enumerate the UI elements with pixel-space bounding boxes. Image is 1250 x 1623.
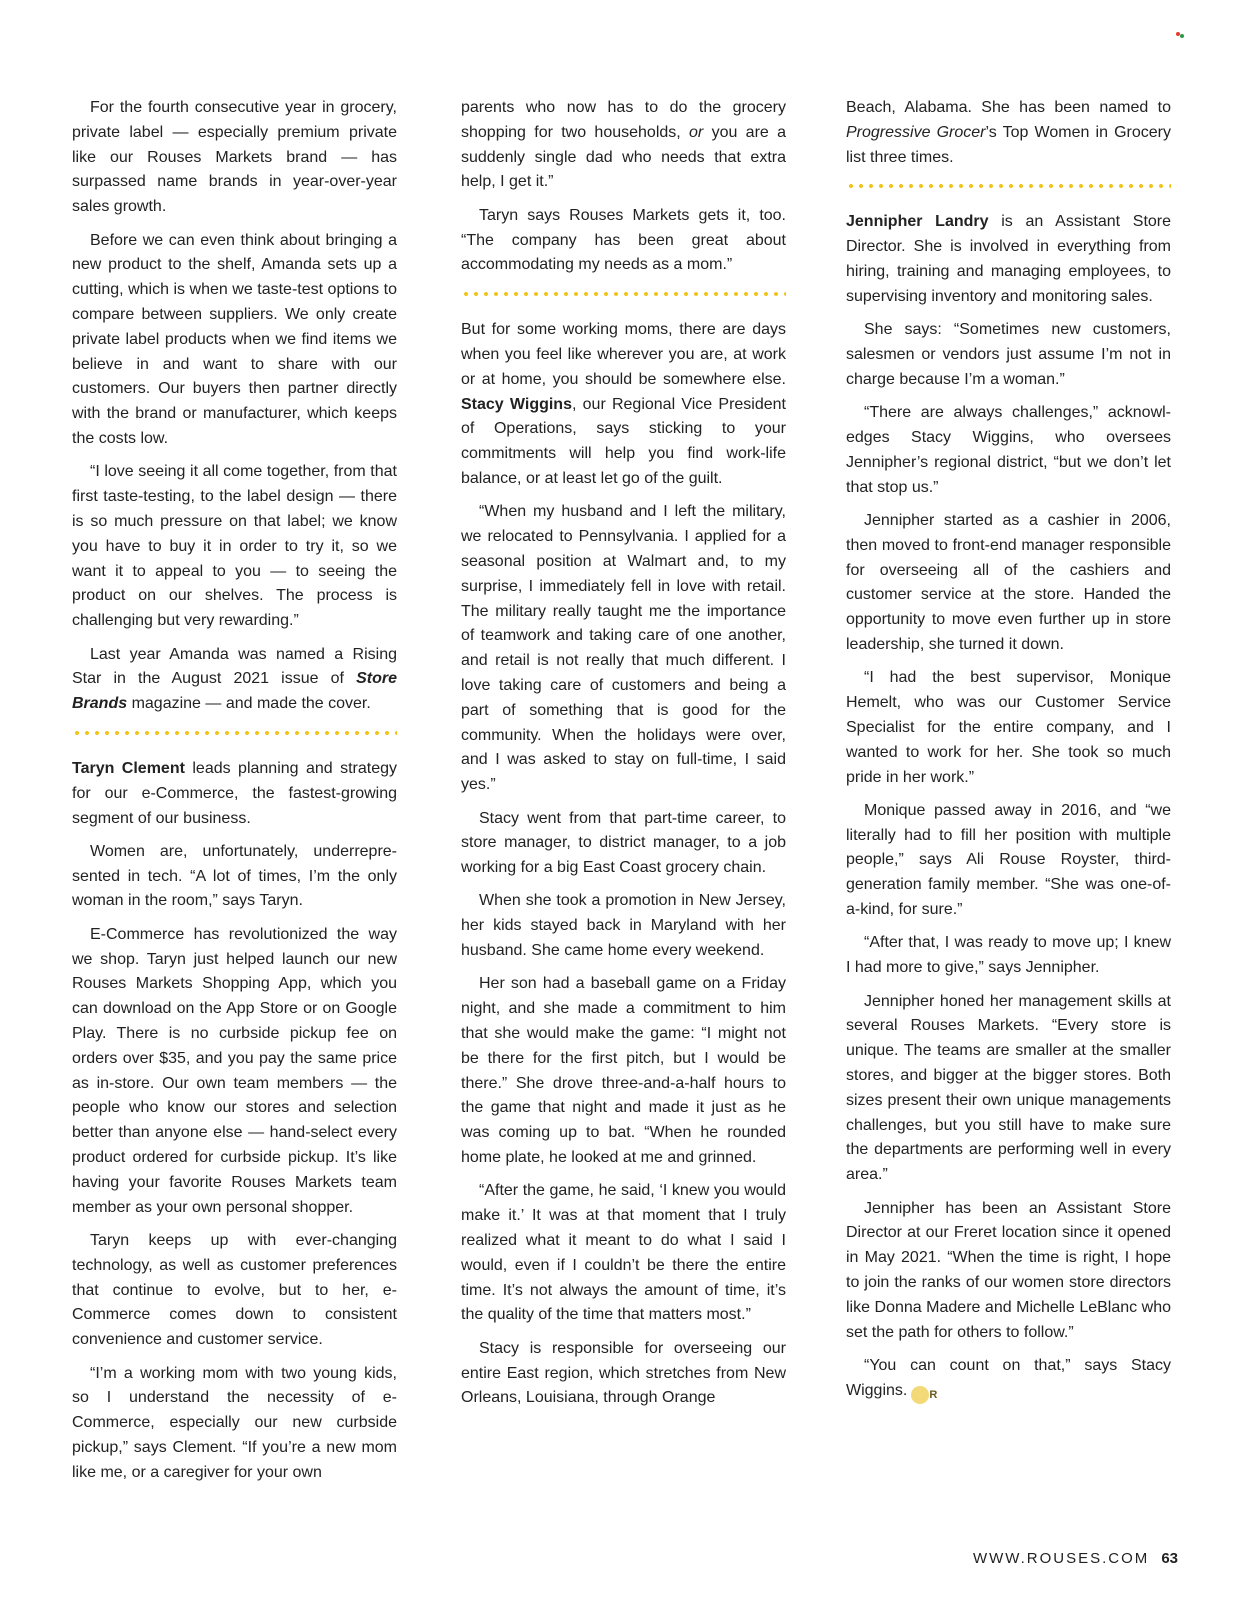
- dotted-divider: [461, 292, 786, 296]
- paragraph: [72, 757, 397, 831]
- paragraph: “When my husband and I left the military, we relocated to Pennsylvania. I applied for a seasonal position at Walmart and, to my surprise, I immediately fell in love with retail. The military really taught me the importance of teamwork and taking care of one another, and retail is not really that much different. I love taking care of customers and being a part of something that is good for the community. When the holidays were over, and I was asked to stay on full-time, I said yes.”: [461, 503, 786, 794]
- paragraph: Stacy is responsible for overseeing our entire East region, which stretches from New Orleans, Louisiana, through Orange: [461, 1339, 786, 1407]
- paragraph: Her son had a baseball game on a Friday night, and she made a commitment to him that she would make the game: “I might not be there for the first pitch, but I would be there.” She drove three-and-a-half hours to the game that night and made it just as he was coming up to bat. “When he rounded home plate, he looked at me and grinned.: [461, 975, 786, 1167]
- magazine-title: Store Brands: [72, 670, 397, 713]
- paragraph: [461, 318, 786, 492]
- publication-title: Progressive Grocer: [846, 123, 986, 141]
- paragraph: For the fourth consecutive year in grocery, private label — especially premium private like our Rouses Markets brand — has surpassed name brands in year-over-year sales growth.: [72, 99, 397, 216]
- paragraph: Stacy went from that part-time career, to store manager, to district manager, to a job working for a big East Coast grocery chain.: [461, 809, 786, 877]
- person-name: Stacy Wiggins: [461, 395, 572, 413]
- paragraph: She says: “Sometimes new customers, salesmen or vendors just assume I’m not in charge because I’m a woman.”: [846, 321, 1171, 388]
- paragraph: [846, 210, 1171, 309]
- paragraph: “After that, I was ready to move up; I knew I had more to give,” says Jennipher.: [846, 934, 1171, 977]
- article-column-1: [72, 96, 397, 1494]
- paragraph: Taryn says Rouses Markets gets it, too. “The company has been great about accommodating my needs as a mom.”: [461, 206, 786, 274]
- text: Beach, Alabama. She has been named to: [846, 99, 1171, 116]
- text: ’s Top Women in Grocery list three times.: [846, 123, 1171, 166]
- text: parents who now has to do the grocery shopping for two households,: [461, 99, 786, 141]
- text: you are a suddenly single dad who needs that extra help, I get it.”: [461, 123, 786, 191]
- article-column-2: [461, 96, 786, 1420]
- text: leads planning and strategy for our e-Commerce, the fastest-growing segment of our business.: [72, 759, 398, 827]
- paragraph: Women are, unfortunately, underrepresented in tech. “A lot of times, I’m the only woman in the room,” says Taryn.: [72, 842, 397, 910]
- dotted-divider: [846, 184, 1171, 188]
- paragraph: “I’m a working mom with two young kids, so I understand the necessity of e-Commerce, especially our new curbside pickup,” says Clement. “If you’re a new mom like me, or a caregiver for your own: [72, 1364, 397, 1481]
- website-url[interactable]: WWW.ROUSES.COM: [972, 1550, 1150, 1567]
- text-italic: or: [689, 123, 704, 141]
- paragraph: Monique passed away in 2016, and “we literally had to fill her position with multiple people,” says Ali Rouse Royster, third-generation family member. “She was one-of-a-kind, for sure.”: [846, 801, 1171, 919]
- person-name: Taryn Clement: [72, 759, 185, 777]
- text: “You can count on that,” says Stacy Wiggins.: [846, 1357, 1171, 1399]
- paragraph: When she took a promotion in New Jersey, her kids stayed back in Maryland with her husband. She came home every weekend.: [461, 892, 786, 960]
- paragraph: “There are always challenges,” acknowledges Stacy Wiggins, who oversees Jennipher’s regional district, “but we don’t let that stop us.”: [846, 404, 1171, 496]
- paragraph: “After the game, he said, ‘I knew you would make it.’ It was at that moment that I truly realized what it meant to do what I said I would, even if I couldn’t be there the entire time. It’s not always the amount of time, it’s the quality of the time that matters most.”: [461, 1182, 786, 1324]
- paragraph: E-Commerce has revolutionized the way we shop. Taryn just helped launch our new Rouses Markets Shopping App, which you can download on the App Store or on Google Play. There is no curbside pickup fee on orders over $35, and you pay the same price as in-store. Our own team members — the people who know our stores and selection better than anyone else — hand-select every product ordered for curbside pickup. It’s like having your favorite Rouses Markets team member as your own personal shopper.: [72, 925, 397, 1216]
- paragraph: [846, 96, 1171, 170]
- paragraph: [846, 1354, 1171, 1404]
- paragraph: [72, 643, 397, 717]
- paragraph: “I had the best supervisor, Monique Hemelt, who was our Customer Service Specialist for the entire company, and I wanted to work for her. She took so much pride in her work.”: [846, 669, 1171, 786]
- paragraph: Jennipher started as a cashier in 2006, then moved to front-end manager responsible for overseeing all of the cashiers and customer service at the store. Handed the opportunity to move even further up in store leadership, she turned it down.: [846, 511, 1171, 653]
- text: Last year Amanda was named a Rising Star in the August 2021 issue of: [72, 645, 397, 688]
- page-number: 63: [1161, 1550, 1178, 1567]
- page-footer: [973, 1550, 1178, 1567]
- paragraph: Taryn keeps up with ever-changing technology, as well as customer preferences that continue to evolve, but to her, e-Commerce comes down to consistent convenience and customer service.: [72, 1232, 397, 1349]
- paragraph: Before we can even think about bringing a new product to the shelf, Amanda sets up a cutting, which is when we taste-test options to compare between suppliers. We only create private label products when we find items we believe in and want to share with our customers. Our buyers then partner directly with the brand or manufacturer, which keeps the costs low.: [72, 231, 397, 447]
- paragraph: Jennipher has been an Assistant Store Director at our Freret location since it opened in May 2021. “When the time is right, I hope to join the ranks of our women store directors like Donna Madere and Michelle LeBlanc who set the path for others to follow.”: [846, 1199, 1171, 1341]
- paragraph: [461, 96, 786, 195]
- text: , our Regional Vice President of Operations, says sticking to your commitments will help you find work-life balance, or at least let go of the guilt.: [461, 395, 786, 487]
- text: is an Assistant Store Director. She is involved in everything from hiring, training and managing employees, to supervising inventory and monitoring sales.: [846, 213, 1172, 305]
- text: magazine — and made the cover.: [127, 695, 371, 713]
- rouses-end-mark-icon: R: [911, 1386, 929, 1404]
- dotted-divider: [72, 731, 397, 735]
- paragraph: Jennipher honed her management skills at several Rouses Markets. “Every store is unique. The teams are smaller at the smaller stores, and bigger at the bigger stores. Both sizes present their own unique managements challenges, but you still have to make sure the departments are performing well in every area.”: [846, 992, 1171, 1184]
- text: But for some working moms, there are days when you feel like wherever you are, at work or at home, you should be somewhere else.: [461, 321, 786, 388]
- article-column-3: [846, 96, 1171, 1412]
- paragraph: “I love seeing it all come together, from that first taste-testing, to the label design — there is so much pressure on that label; we know you have to buy it in order to try it, so we want it to appeal to you — to seeing the product on our shelves. The process is challenging but very rewarding.”: [72, 463, 397, 630]
- corner-color-mark: [1176, 32, 1184, 40]
- person-name: Jennipher Landry: [846, 213, 989, 231]
